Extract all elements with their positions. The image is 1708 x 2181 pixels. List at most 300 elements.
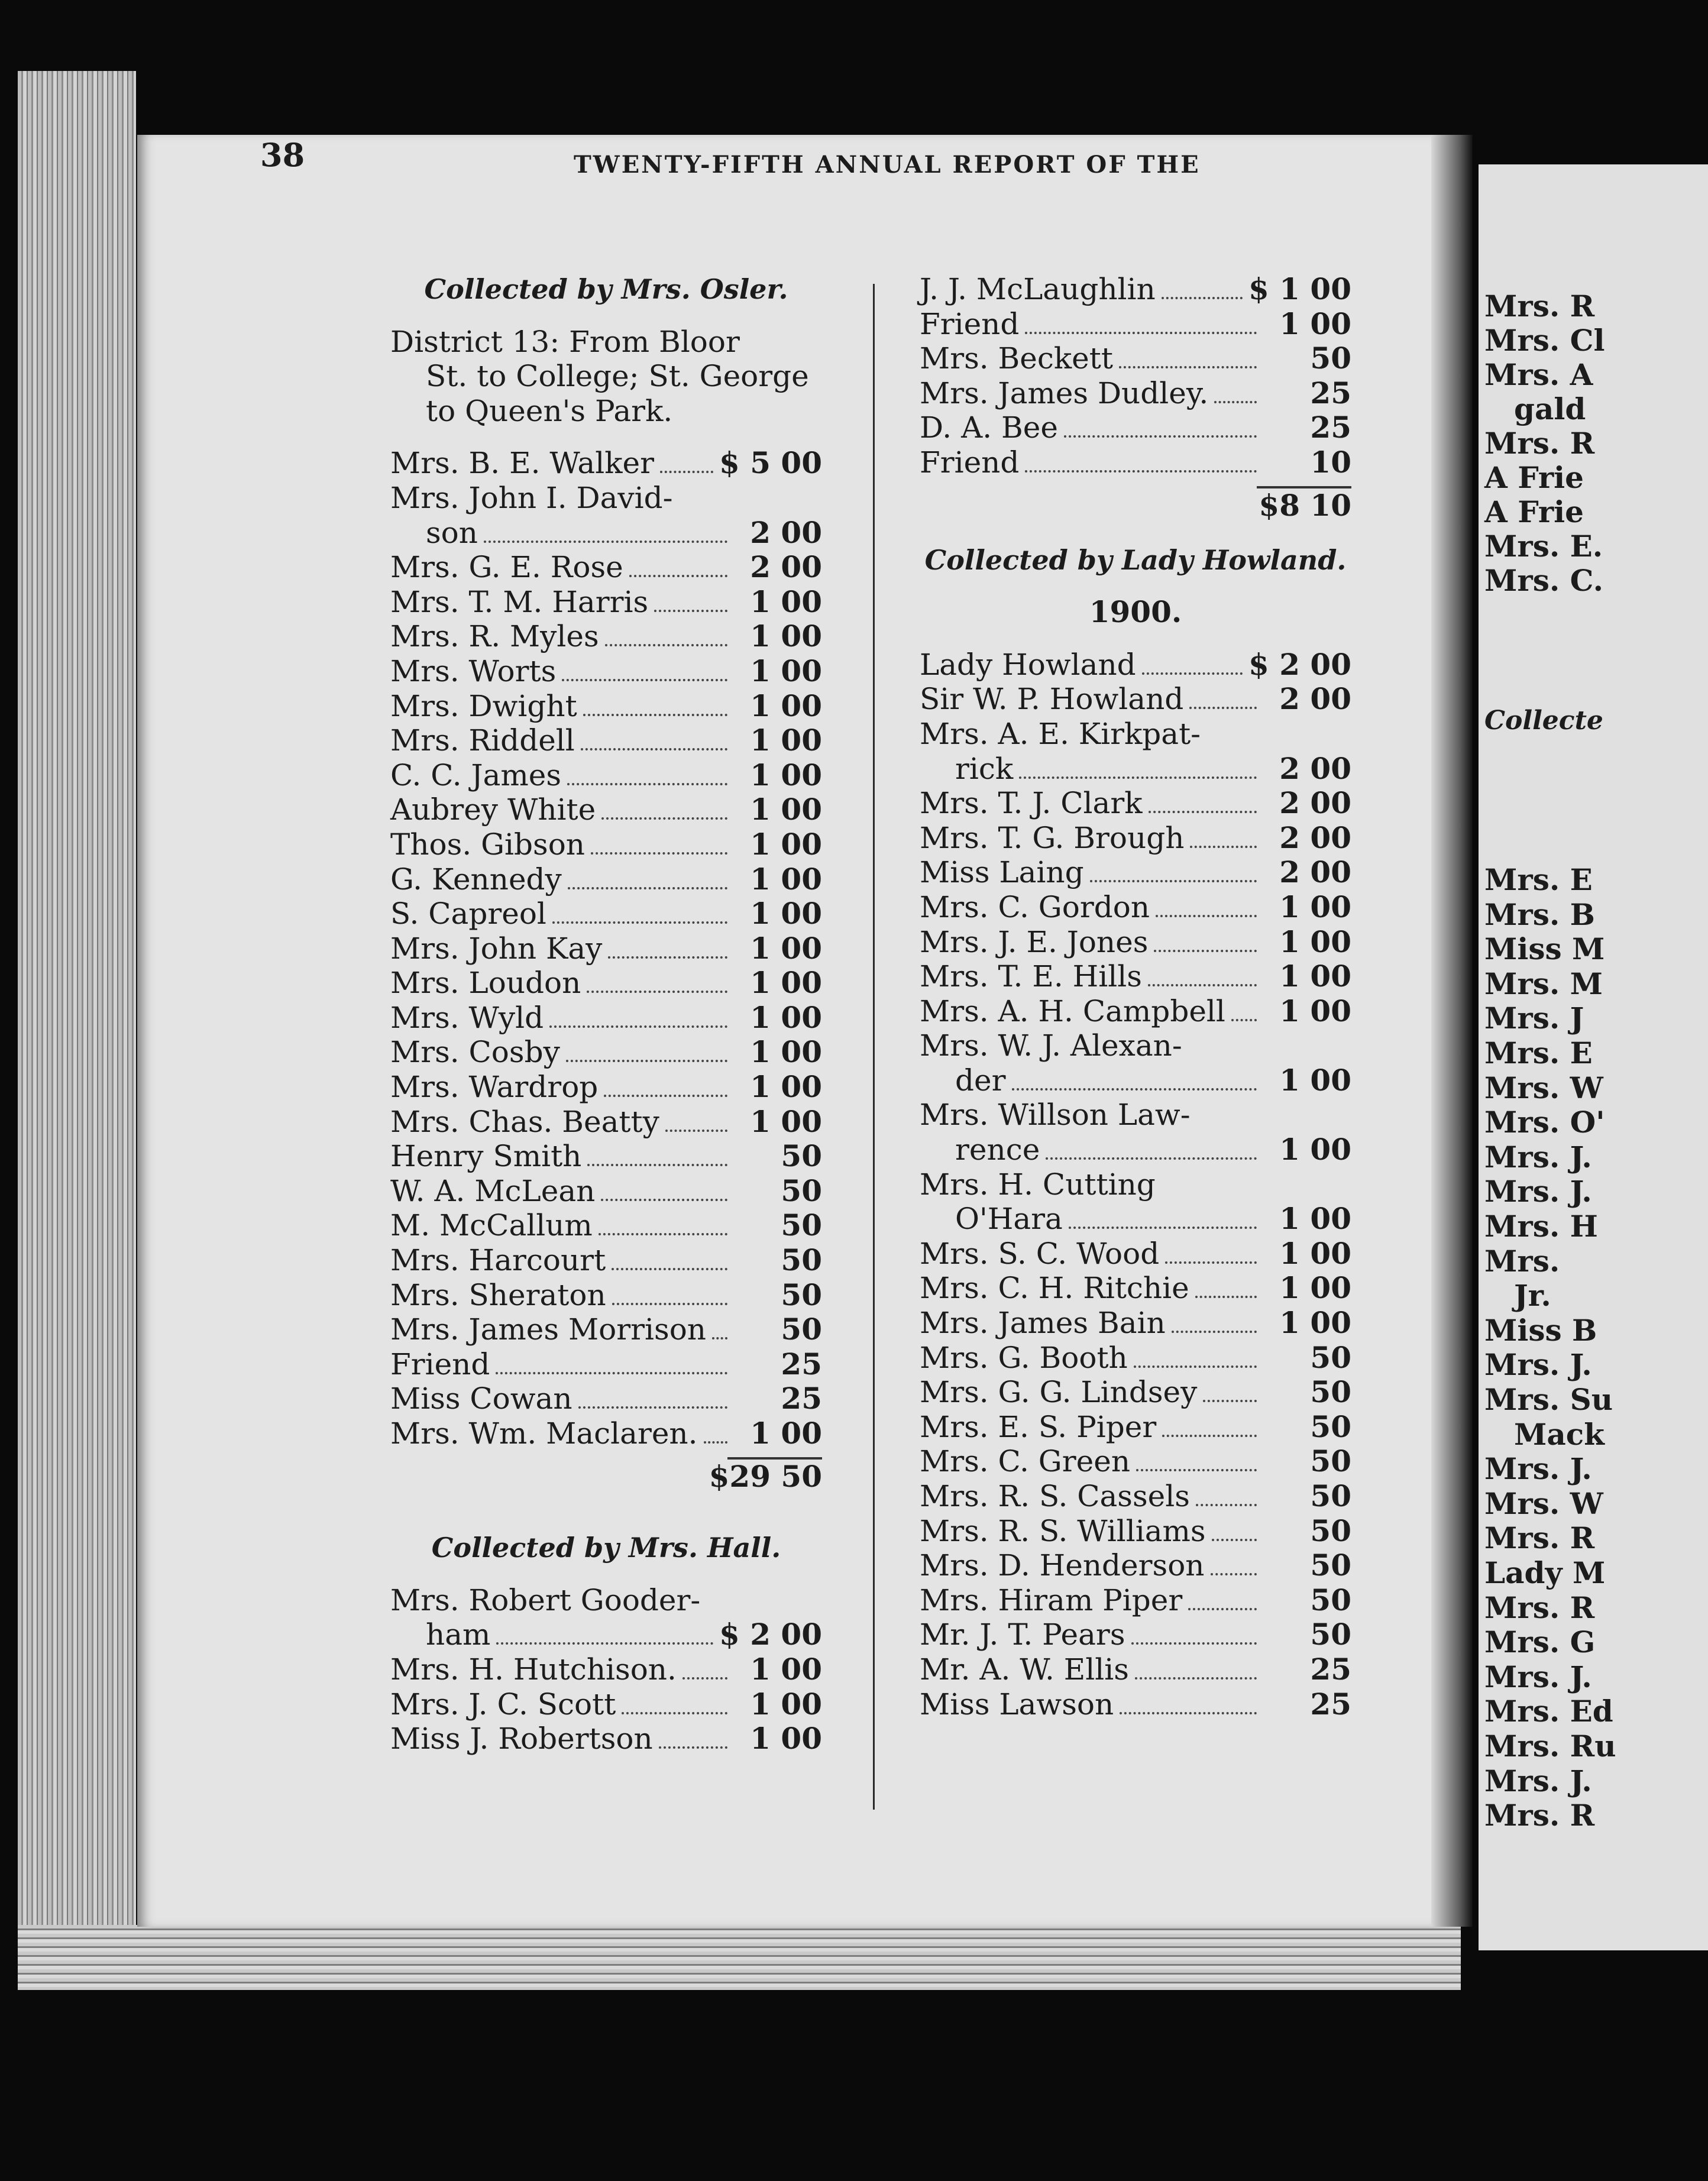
year-label: 1900. [1089,594,1182,630]
leader-dots [496,1642,713,1645]
donor-name: Mrs. Wyld [390,1000,544,1035]
leader-dots [1231,1019,1257,1021]
donor-entry [390,966,822,1001]
donation-amount: 1 00 [750,861,822,897]
donation-amount: 1 00 [1279,959,1351,994]
donor-entry [920,925,1351,960]
donor-name: Mr. A. W. Ellis [920,1652,1129,1687]
donor-entry [920,1514,1351,1549]
leader-dots [1064,435,1257,438]
donor-name: Mrs. T. G. Brough [920,820,1185,855]
donor-entry [920,717,1351,752]
donor-name: Mrs. B. E. Walker [390,446,654,481]
leader-dots [578,1406,727,1409]
donor-name: rence [955,1132,1040,1167]
leader-dots [1148,984,1257,986]
donor-entry [920,1652,1351,1687]
donor-entry [920,1132,1351,1167]
leader-dots [608,956,727,959]
right-page-fragment: Mrs. [1484,1243,1560,1279]
leader-dots [1162,297,1243,299]
donor-name: Mrs. Chas. Beatty [390,1104,659,1139]
donor-name: D. A. Bee [920,410,1058,445]
donation-amount: 50 [1310,341,1351,376]
donor-entry [390,1617,822,1652]
donor-entry [390,689,822,724]
right-page-fragment: Mrs. C. [1484,563,1603,598]
donor-entry [390,1278,822,1313]
donation-amount: 1 00 [750,584,822,619]
page-number: 38 [260,136,305,174]
leader-dots [567,783,727,785]
donation-amount: 2 00 [750,549,822,585]
donor-name: Mrs. H. Cutting [920,1167,1156,1202]
donor-name: Mrs. E. S. Piper [920,1409,1157,1444]
leader-dots [612,1303,727,1305]
donor-entry [920,1410,1351,1445]
left-column [390,272,822,1756]
leader-dots [1046,1157,1257,1160]
donor-entry [390,1174,822,1209]
donor-name: Mrs. Dwight [390,688,577,723]
donor-entry [390,1208,822,1243]
donation-amount: 50 [1310,1409,1351,1444]
leader-dots [1019,776,1257,779]
donor-entry [390,619,822,654]
donor-name: Lady Howland [920,647,1136,682]
donor-name: Mrs. T. M. Harris [390,584,649,619]
donor-entry [920,1583,1351,1618]
leader-dots [1025,332,1257,334]
donation-amount: 25 [1310,375,1351,410]
leader-dots [1136,1469,1257,1471]
donor-name: rick [955,751,1014,786]
donor-entry [920,1202,1351,1237]
donor-entry [390,1105,822,1140]
donor-entry [390,1243,822,1278]
donor-entry [390,550,822,585]
leader-dots [587,1164,727,1166]
donation-amount: 50 [1310,1582,1351,1617]
spacer [920,525,1351,543]
donation-amount: 1 00 [750,723,822,758]
donor-name: Mrs. J. C. Scott [390,1687,616,1721]
donor-name: Friend [920,306,1020,341]
column-rule [873,284,875,1810]
donor-name: Mrs. Hiram Piper [920,1583,1183,1617]
right-page-fragment: Mrs. R [1484,426,1595,461]
donation-amount: 50 [1310,1339,1351,1375]
donation-amount: 1 00 [1279,1235,1351,1271]
right-page-fragment: Mrs. R [1484,1590,1595,1625]
donor-name: Mrs. James Morrison [390,1312,707,1347]
donation-amount: 25 [781,1346,822,1381]
donor-entry [920,648,1351,682]
donation-amount: 1 00 [750,1651,822,1687]
right-page-fragment: A Frie [1484,460,1584,495]
donor-entry [920,410,1351,445]
donor-name: Mrs. T. E. Hills [920,959,1142,994]
right-page-fragment: Mrs. W [1484,1486,1603,1521]
donor-entry [390,1070,822,1105]
donor-name: Mrs. R. S. Williams [920,1513,1206,1548]
donor-name: Mrs. John I. David- [390,480,673,515]
donor-entry [920,1271,1351,1306]
donor-entry [920,1617,1351,1652]
donation-amount: 1 00 [1279,889,1351,924]
donation-amount: 1 00 [1279,1132,1351,1167]
donor-entry [390,723,822,758]
donor-name: Mrs. Willson Law- [920,1098,1191,1132]
leader-dots [1090,880,1257,882]
leader-dots [1154,950,1257,952]
leader-dots [568,887,727,889]
leader-dots [601,1199,727,1201]
right-page-fragment: Mrs. J. [1484,1174,1592,1209]
donor-name: Aubrey White [390,792,596,827]
donor-name: Mrs. Riddell [390,723,575,758]
section-heading: Collected by Mrs. Hall. [431,1532,781,1564]
donation-amount: 2 00 [1279,855,1351,890]
donor-entry [390,1035,822,1070]
donor-entry [390,1347,822,1382]
donation-amount: 1 00 [750,792,822,827]
district-description: St. to College; St. George [426,359,809,394]
right-page-fragment: Mrs. E [1484,862,1593,897]
donor-entry [920,1306,1351,1341]
donor-entry [390,862,822,897]
donor-entry [920,1687,1351,1722]
leader-dots [1156,915,1257,917]
donation-amount: 1 00 [750,1034,822,1070]
donation-amount: 25 [781,1381,822,1416]
donor-entry [920,1098,1351,1132]
donor-name: Mrs. H. Hutchison. [390,1652,677,1687]
donation-amount: 1 00 [1279,1305,1351,1341]
donation-amount: 1 00 [750,930,822,966]
leader-dots [1142,672,1243,675]
running-head: TWENTY-FIFTH ANNUAL REPORT OF THE [574,151,1201,179]
leader-dots [587,991,727,993]
donor-entry [920,1341,1351,1376]
donor-name: Mrs. C. Gordon [920,889,1150,924]
donation-amount: 1 00 [750,965,822,1001]
leader-dots [712,1337,727,1339]
leader-dots [660,471,713,473]
right-page-fragment: Mrs. G [1484,1625,1596,1660]
donor-entry [920,994,1351,1029]
donor-entry [920,752,1351,787]
right-page-fragment: Mrs. Su [1484,1382,1613,1417]
donation-amount: 1 00 [1279,993,1351,1028]
leader-dots [562,679,727,681]
right-page-fragment: Mrs. O' [1484,1105,1605,1140]
spacer [390,1496,822,1531]
donor-entry [920,376,1351,411]
donor-name: Mrs. Beckett [920,341,1113,376]
donor-name: Mrs. C. H. Ritchie [920,1271,1189,1306]
book-bottom-edges [18,1925,1461,1990]
donation-amount: 50 [1310,1513,1351,1548]
leader-dots [581,748,727,750]
leader-dots [629,575,727,577]
leader-dots [496,1372,727,1374]
donor-entry [390,516,822,551]
right-page-fragment: Mrs. J. [1484,1139,1592,1174]
donation-amount: 50 [1310,1548,1351,1583]
donor-name: M. McCallum [390,1208,593,1243]
right-page-fragment: Mrs. J. [1484,1763,1592,1798]
right-page-fragment: Mrs. E. [1484,529,1603,564]
donor-name: Mrs. R. S. Cassels [920,1479,1190,1513]
donor-name: Mrs. Cosby [390,1035,560,1070]
donation-amount: 50 [1310,1444,1351,1479]
donor-name: Mrs. A. H. Campbell [920,994,1225,1028]
right-page [1479,164,1708,1950]
right-page-fragment: Mrs. J. [1484,1659,1592,1694]
leader-dots [682,1677,727,1680]
donor-name: Mr. J. T. Pears [920,1617,1125,1652]
right-page-fragment: Miss M [1484,931,1605,967]
spacer [390,428,822,446]
donation-amount: 1 00 [1279,1062,1351,1098]
donation-amount: 1 00 [750,688,822,723]
donor-name: der [955,1063,1006,1098]
donor-entry [390,1721,822,1756]
donor-entry [390,1139,822,1174]
donor-name: Mrs. James Bain [920,1306,1166,1341]
donor-name: O'Hara [955,1202,1063,1237]
donor-name: Mrs. Wm. Maclaren. [390,1416,698,1451]
donation-amount: 25 [1310,1651,1351,1687]
donor-entry [390,1652,822,1687]
donor-entry [390,758,822,793]
donation-amount: 50 [781,1277,822,1312]
donor-name: Mrs. A. E. Kirkpat- [920,716,1201,751]
donor-name: son [426,515,478,550]
leader-dots [552,921,727,924]
donation-amount: $ 2 00 [719,1617,822,1652]
leader-dots [1196,1504,1257,1506]
right-page-fragment: Mrs. J. [1484,1347,1592,1383]
donor-name: Thos. Gibson [390,827,585,862]
donation-amount: 1 00 [750,1686,822,1721]
leader-dots [1162,1435,1257,1437]
leader-dots [1135,1677,1257,1680]
leader-dots [604,1095,727,1097]
leader-dots [1211,1573,1257,1575]
donation-amount: 1 00 [750,1721,822,1756]
donor-entry [920,1375,1351,1410]
right-page-fragment: Mrs. W [1484,1070,1603,1105]
leader-dots [1131,1642,1257,1645]
donor-entry [920,1479,1351,1514]
donation-amount: 50 [781,1242,822,1278]
right-page-fragment: Mrs. R [1484,1798,1595,1833]
right-page-fragment: Lady M [1484,1555,1606,1590]
right-page-fragment: Mrs. J [1484,1001,1584,1036]
donation-amount: 50 [1310,1374,1351,1410]
leader-dots [1188,1608,1257,1610]
donation-amount: 50 [781,1173,822,1208]
donation-amount: 1 00 [750,619,822,654]
leader-dots [1212,1539,1257,1541]
donor-name: Mrs. J. E. Jones [920,924,1149,959]
right-page-fragment: Mrs. Ru [1484,1729,1616,1763]
donation-amount: 1 00 [1279,924,1351,959]
right-page-fragment: A Frie [1484,494,1584,529]
leader-dots [1190,846,1257,848]
donor-name: Miss Cowan [390,1381,572,1416]
right-page-fragment: Jr. [1514,1278,1551,1313]
leader-dots [704,1441,727,1444]
leader-dots [1195,1296,1257,1298]
donation-amount: 50 [781,1138,822,1174]
donor-entry [920,682,1351,717]
donor-entry [920,786,1351,821]
donation-amount: 25 [1310,1686,1351,1721]
donor-name: Mrs. John Kay [390,931,603,966]
leader-dots [654,610,727,612]
donor-entry [390,1312,822,1347]
donor-name: Mrs. D. Henderson [920,1548,1205,1583]
district-description: to Queen's Park. [426,393,673,428]
donor-entry [920,307,1351,342]
donor-name: Mrs. Sheraton [390,1277,606,1312]
spacer [920,630,1351,648]
donor-name: Miss Lawson [920,1687,1114,1721]
donor-name: Mrs. T. J. Clark [920,786,1143,821]
donor-entry [920,1167,1351,1202]
spacer [920,577,1351,595]
donor-entry [920,1028,1351,1063]
donor-entry [920,445,1351,480]
section-heading: Collected by Lady Howland. [924,543,1347,576]
donor-entry [920,890,1351,925]
leader-dots [1172,1331,1257,1333]
donation-amount: 50 [781,1312,822,1347]
right-page-fragment: Mrs. E [1484,1036,1593,1070]
right-page-fragment: Mrs. M [1484,966,1603,1001]
right-page-fragment: Mrs. H [1484,1209,1598,1244]
book-page-edges [18,71,136,1963]
district-description: District 13: From Bloor [390,324,740,359]
right-page-heading-fragment: Collecte [1484,706,1603,736]
right-page-fragment: Mrs. J. [1484,1451,1592,1487]
right-page-fragment: Mrs. B [1484,897,1595,932]
leader-dots [566,1060,727,1062]
donation-amount: 1 00 [750,757,822,792]
right-page-fragment: Mrs. R [1484,1520,1595,1556]
donor-name: Sir W. P. Howland [920,682,1184,717]
leader-dots [1134,1365,1257,1368]
leader-dots [484,541,727,543]
donation-amount: 2 00 [1279,820,1351,855]
donor-entry [390,585,822,620]
donor-name: Miss Laing [920,855,1084,890]
donor-name: W. A. McLean [390,1173,596,1208]
section-total: $8 10 [1259,487,1351,523]
right-page-fragment: Mrs. Cl [1484,323,1605,358]
donor-name: Mrs. C. Green [920,1444,1131,1479]
donation-amount: 1 00 [1279,1201,1351,1237]
donation-amount: 1 00 [1279,1270,1351,1306]
donation-amount: 25 [1310,410,1351,445]
donor-name: Mrs. G. G. Lindsey [920,1375,1198,1410]
donor-name: ham [426,1617,491,1652]
leader-dots [622,1712,727,1714]
donor-name: J. J. McLaughlin [920,272,1156,306]
donor-entry [920,821,1351,856]
section-heading: Collected by Mrs. Osler. [424,273,788,305]
donation-amount: $ 2 00 [1248,646,1351,682]
donor-entry [390,1583,822,1618]
donation-amount: 50 [1310,1617,1351,1652]
donor-name: S. Capreol [390,897,546,931]
donor-entry [390,1001,822,1036]
donor-entry [920,959,1351,994]
donation-amount: 1 00 [750,653,822,688]
donor-entry [920,1063,1351,1098]
donation-amount: 10 [1310,444,1351,480]
leader-dots [612,1268,727,1270]
donor-name: Miss J. Robertson [390,1721,653,1756]
middle-column [920,272,1351,1721]
donor-entry [390,446,822,481]
donor-name: Friend [920,445,1020,480]
donor-name: Mrs. Harcourt [390,1243,606,1278]
donor-name: Mrs. G. Booth [920,1340,1128,1375]
leader-dots [549,1025,727,1028]
donor-entry [920,341,1351,376]
donor-entry [920,855,1351,890]
leader-dots [1203,1400,1257,1402]
donor-entry [390,654,822,689]
donation-amount: 1 00 [750,1416,822,1451]
donor-name: Friend [390,1347,490,1381]
donor-name: Mrs. R. Myles [390,619,599,654]
donor-name: Mrs. Worts [390,653,557,688]
leader-dots [1069,1227,1257,1229]
donation-amount: 50 [781,1208,822,1243]
spacer [390,1565,822,1583]
right-page-fragment: Mrs. R [1484,289,1595,323]
leader-dots [1120,1712,1257,1714]
donor-name: G. Kennedy [390,862,562,897]
leader-dots [601,817,727,820]
leader-dots [599,1233,727,1235]
donation-amount: $ 5 00 [719,445,822,481]
leader-dots [659,1746,727,1749]
donation-amount: 1 00 [750,999,822,1035]
right-page-fragment: Mrs. A [1484,357,1593,392]
donation-amount: 50 [1310,1478,1351,1513]
donation-amount: 1 00 [750,896,822,931]
donation-amount: 2 00 [1279,750,1351,786]
donor-entry [390,1687,822,1722]
donor-entry [390,931,822,966]
leader-dots [1012,1088,1257,1090]
donor-entry [920,272,1351,307]
donation-amount: 1 00 [1279,306,1351,341]
donation-amount: 2 00 [1279,785,1351,821]
donor-entry [390,481,822,516]
leader-dots [605,644,727,646]
donor-entry [920,1548,1351,1583]
donor-entry [920,1444,1351,1479]
donation-amount: 1 00 [750,826,822,862]
right-page-fragment: Miss B [1484,1312,1597,1348]
